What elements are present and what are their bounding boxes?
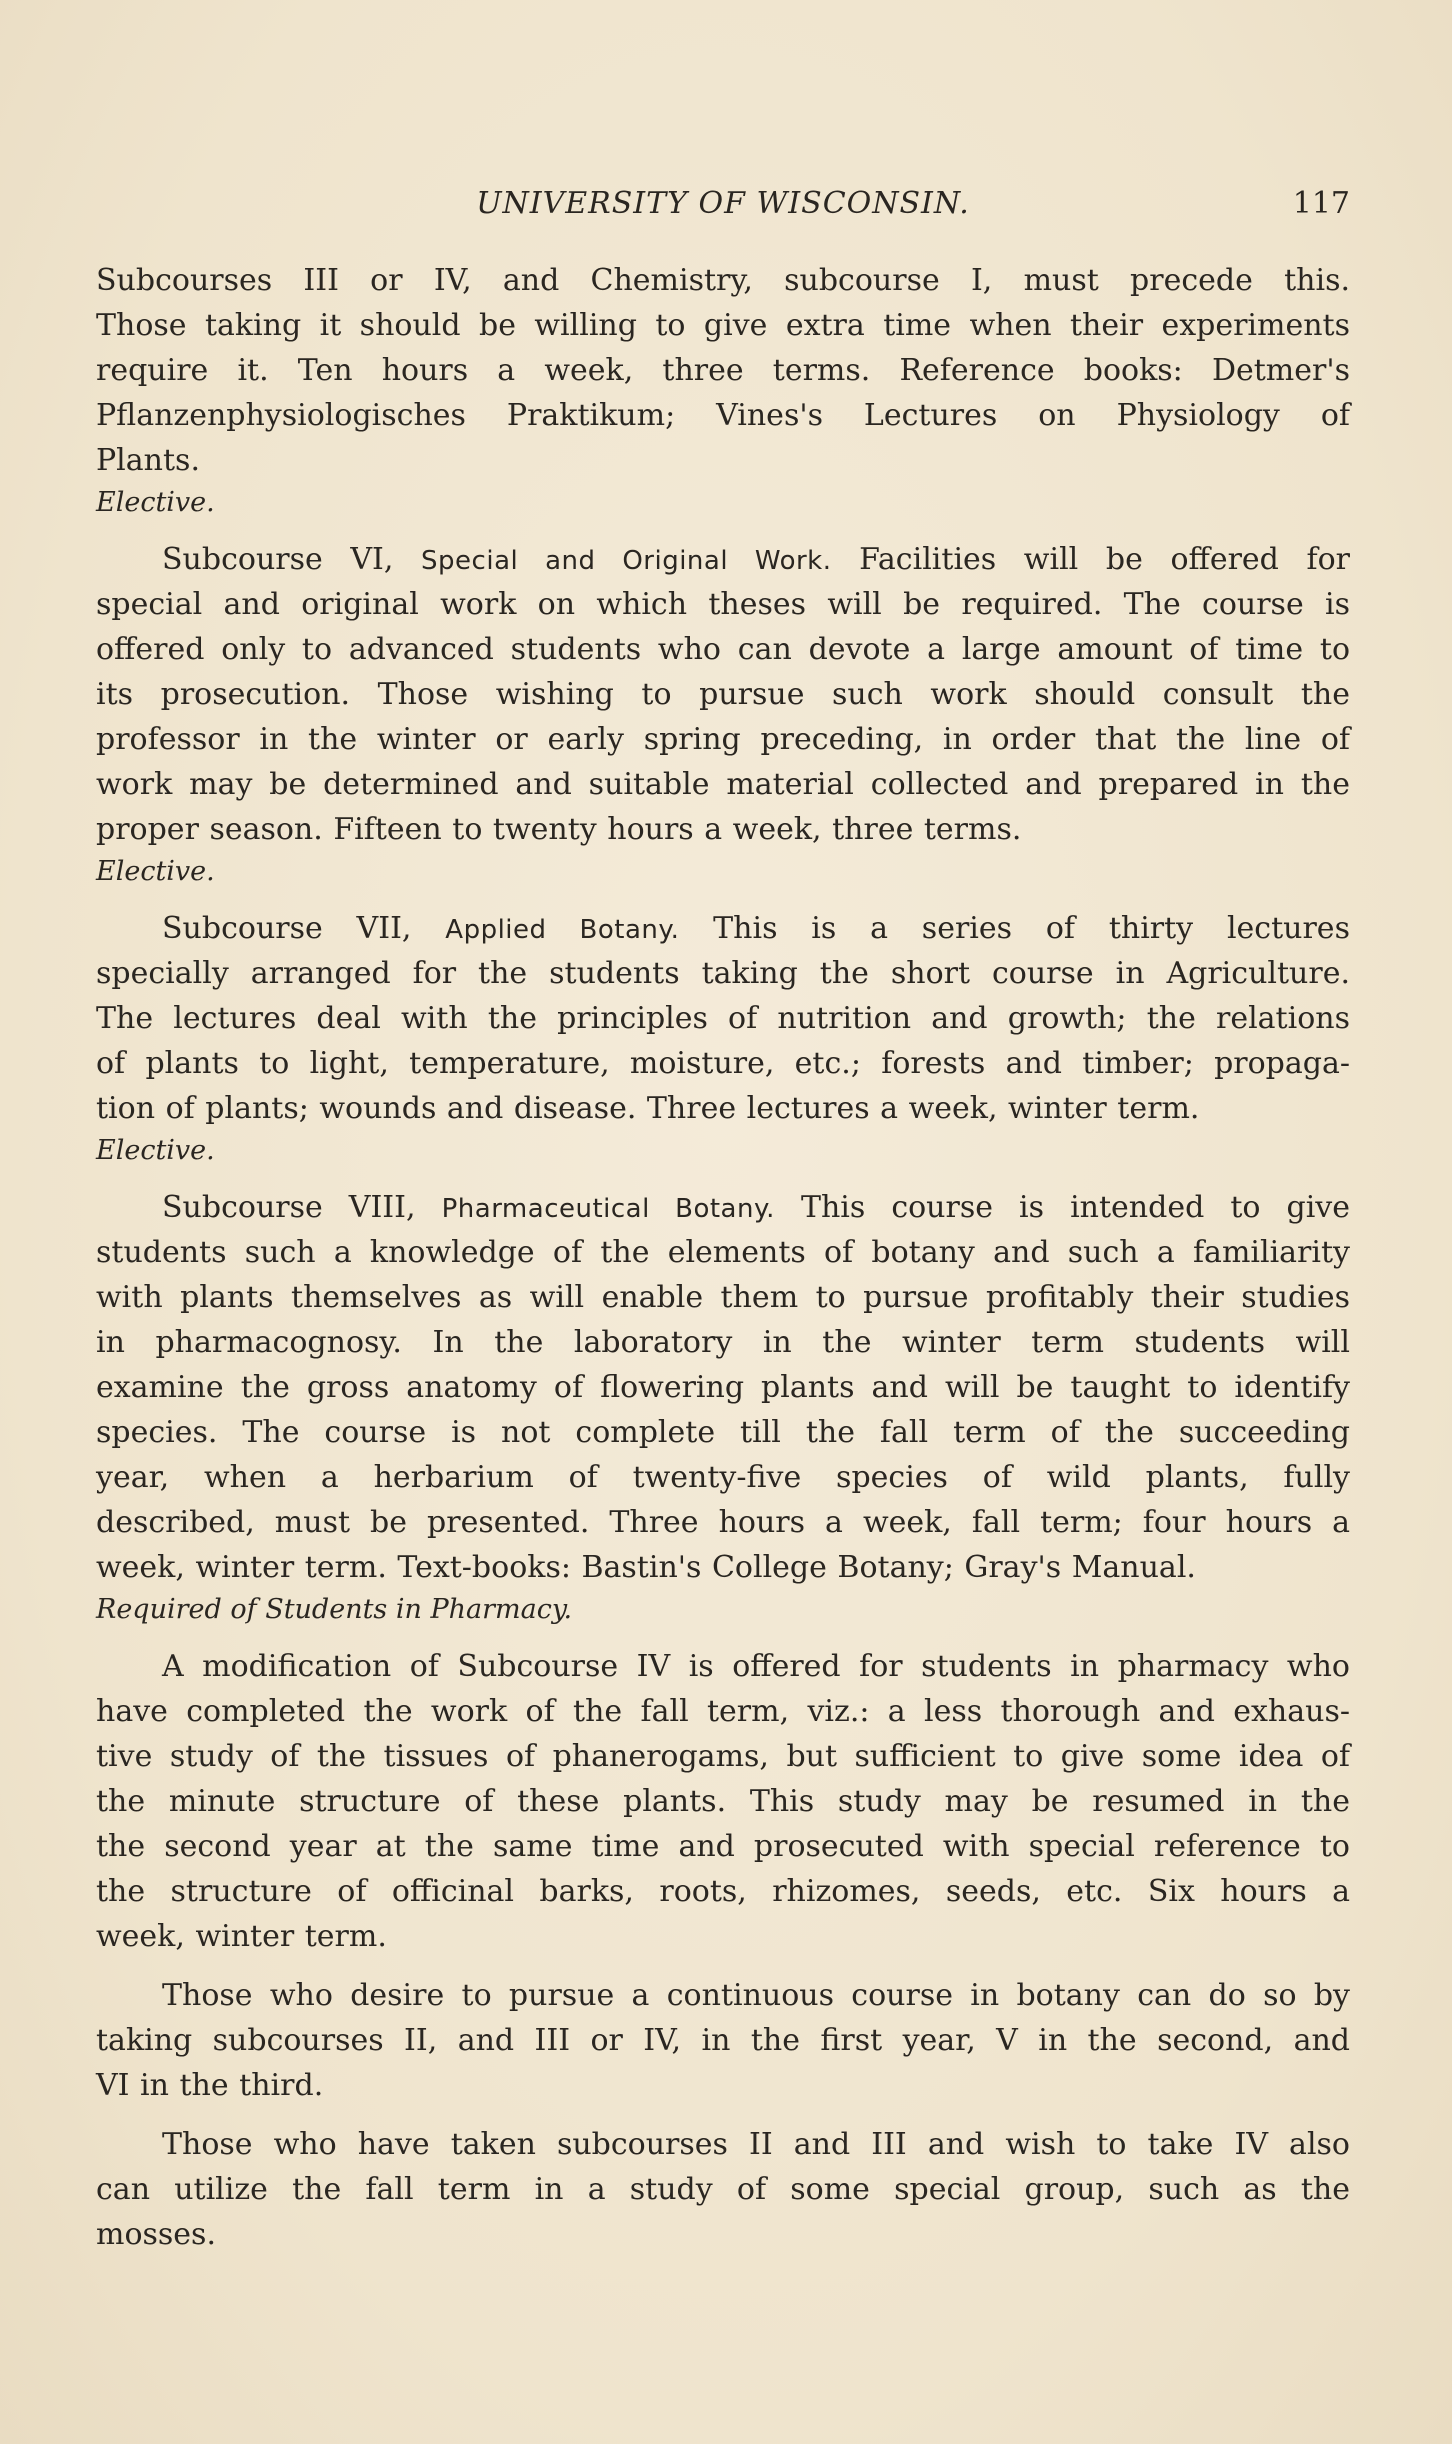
text-line: with plants themselves as will enable them to pursue profitably their studies [96, 1280, 1350, 1315]
text-line: of plants to light, temperature, moisture, etc.; forests and timber; propaga- [96, 1046, 1350, 1081]
running-head: UNIVERSITY OF WISCONSIN. [476, 186, 970, 221]
text-fragment: Facilities will be offered for [859, 542, 1350, 577]
text-line: Subcourses III or IV, and Chemistry, subcourse I, must precede this. [96, 263, 1350, 298]
text-line: mosses. [96, 2217, 216, 2252]
text-line: week, winter term. [96, 1919, 387, 1954]
text-line: the minute structure of these plants. This study may be resumed in the [96, 1784, 1350, 1819]
subcourse-title: Applied Botany. [445, 915, 680, 945]
text-line [96, 537, 1350, 582]
text-line: Those who have taken subcourses II and III and wish to take IV also [162, 2127, 1350, 2162]
text-line: students such a knowledge of the elements of botany and such a familiarity [96, 1235, 1350, 1270]
page-number: 117 [1292, 186, 1350, 221]
text-line: special and original work on which theses will be required. The course is [96, 587, 1350, 622]
paragraph-continuation [96, 258, 1350, 523]
page-header [96, 186, 1350, 226]
text-line: the second year at the same time and prosecuted with special reference to [96, 1829, 1350, 1864]
subcourse-number: Subcourse VIII, [162, 1190, 416, 1225]
text-line: Plants. [96, 443, 200, 478]
course-status: Elective. [96, 856, 215, 887]
text-line: week, winter term. Text-books: Bastin's College Botany; Gray's Manual. [96, 1550, 1196, 1585]
text-line: species. The course is not complete till the fall term of the succeeding [96, 1415, 1350, 1450]
subcourse-number: Subcourse VI, [162, 542, 394, 577]
text-line: offered only to advanced students who can devote a large amount of time to [96, 632, 1350, 667]
text-line: year, when a herbarium of twenty-five species of wild plants, fully [96, 1460, 1350, 1495]
text-line [96, 906, 1350, 951]
text-line: work may be determined and suitable material collected and prepared in the [96, 767, 1350, 802]
text-line: described, must be presented. Three hours a week, fall term; four hours a [96, 1505, 1350, 1540]
text-line [96, 1185, 1350, 1230]
text-line: its prosecution. Those wishing to pursue such work should consult the [96, 677, 1350, 712]
text-line: the structure of officinal barks, roots, rhizomes, seeds, etc. Six hours a [96, 1874, 1350, 1909]
subcourse-number: Subcourse VII, [162, 911, 412, 946]
text-line: have completed the work of the fall term, viz.: a less thorough and exhaus- [96, 1694, 1350, 1729]
text-line: A modification of Subcourse IV is offered for students in pharmacy who [162, 1649, 1350, 1684]
text-line: proper season. Fifteen to twenty hours a week, three terms. [96, 812, 1022, 847]
subcourse-vi [96, 537, 1350, 892]
subcourse-viii [96, 1185, 1350, 1630]
text-fragment: This course is intended to give [800, 1190, 1350, 1225]
text-line: Those taking it should be willing to give extra time when their experiments [96, 308, 1350, 343]
text-fragment: This is a series of thirty lectures [713, 911, 1350, 946]
text-line: Pflanzenphysiologisches Praktikum; Vines's Lectures on Physiology of [96, 398, 1350, 433]
text-line: VI in the third. [96, 2068, 324, 2103]
text-line: can utilize the fall term in a study of some special group, such as the [96, 2172, 1350, 2207]
course-status: Elective. [96, 1135, 215, 1166]
text-line: tion of plants; wounds and disease. Three lectures a week, winter term. [96, 1091, 1200, 1126]
paragraph-continuous-course [96, 1973, 1350, 2108]
subcourse-vii [96, 906, 1350, 1171]
text-line: examine the gross anatomy of flowering plants and will be taught to identify [96, 1370, 1350, 1405]
course-status: Elective. [96, 487, 215, 518]
text-line: in pharmacognosy. In the laboratory in the winter term students will [96, 1325, 1350, 1360]
body-text [96, 258, 1350, 2257]
text-line: require it. Ten hours a week, three terms. Reference books: Detmer's [96, 353, 1350, 388]
paragraph-special-group [96, 2122, 1350, 2257]
text-line: professor in the winter or early spring preceding, in order that the line of [96, 722, 1350, 757]
subcourse-title: Pharmaceutical Botany. [441, 1194, 775, 1224]
subcourse-title: Special and Original Work. [421, 546, 832, 576]
text-line: The lectures deal with the principles of nutrition and growth; the relations [96, 1001, 1350, 1036]
text-line: taking subcourses II, and III or IV, in the first year, V in the second, and [96, 2023, 1350, 2058]
text-line: specially arranged for the students taking the short course in Agriculture. [96, 956, 1350, 991]
paragraph-pharmacy-modification [96, 1644, 1350, 1959]
text-line: Those who desire to pursue a continuous course in botany can do so by [162, 1978, 1350, 2013]
course-status: Required of Students in Pharmacy. [96, 1594, 573, 1625]
text-line: tive study of the tissues of phanerogams, but sufficient to give some idea of [96, 1739, 1350, 1774]
